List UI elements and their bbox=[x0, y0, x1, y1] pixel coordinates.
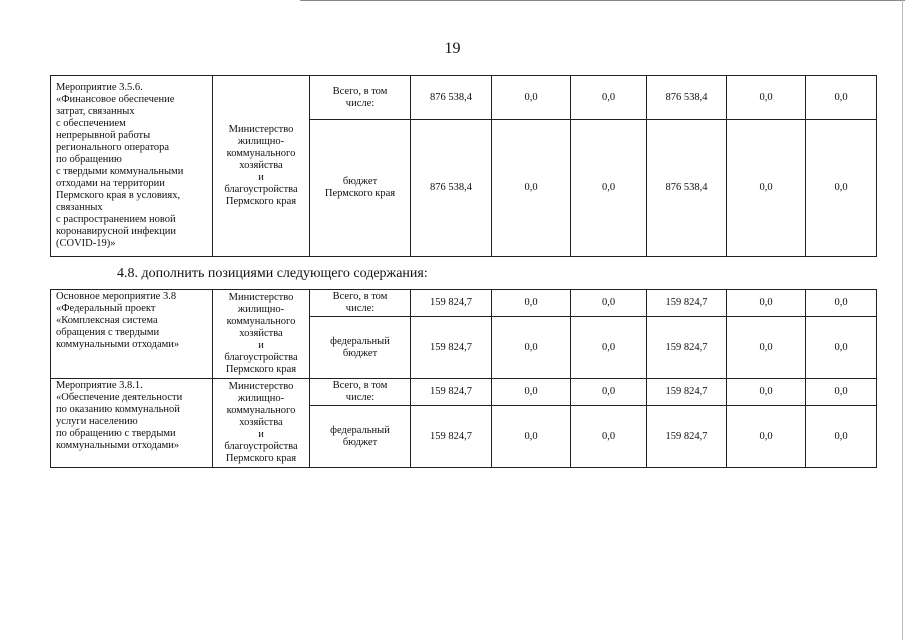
value-cell: 876 538,4 bbox=[647, 120, 727, 257]
value-cell: 0,0 bbox=[571, 379, 647, 406]
top-border-line bbox=[300, 0, 905, 1]
funding-source-cell: бюджет Пермского края bbox=[310, 120, 411, 257]
value-cell: 0,0 bbox=[492, 379, 571, 406]
funding-source-cell: федеральный бюджет bbox=[310, 317, 411, 379]
value-cell: 0,0 bbox=[806, 317, 877, 379]
value-cell: 0,0 bbox=[571, 76, 647, 120]
value-cell: 0,0 bbox=[492, 406, 571, 468]
value-cell: 0,0 bbox=[571, 317, 647, 379]
value-cell: 159 824,7 bbox=[411, 290, 492, 317]
value-cell: 159 824,7 bbox=[647, 379, 727, 406]
value-cell: 0,0 bbox=[571, 120, 647, 257]
value-cell: 159 824,7 bbox=[647, 317, 727, 379]
funding-source-cell: Всего, в том числе: bbox=[310, 379, 411, 406]
table-additions bbox=[50, 289, 877, 468]
value-cell: 0,0 bbox=[727, 406, 806, 468]
measure-name-cell: Основное мероприятие 3.8 «Федеральный проект «Комплексная система обращения с твердыми коммунальными отходами» bbox=[51, 290, 213, 379]
value-cell: 0,0 bbox=[492, 120, 571, 257]
value-cell: 0,0 bbox=[492, 317, 571, 379]
value-cell: 0,0 bbox=[571, 406, 647, 468]
ministry-cell: Министерство жилищно- коммунального хозяйства и благоустройства Пермского края bbox=[213, 76, 310, 257]
value-cell: 0,0 bbox=[571, 290, 647, 317]
value-cell: 159 824,7 bbox=[411, 317, 492, 379]
value-cell: 0,0 bbox=[806, 76, 877, 120]
value-cell: 876 538,4 bbox=[411, 120, 492, 257]
table-row bbox=[51, 290, 877, 317]
value-cell: 0,0 bbox=[806, 406, 877, 468]
value-cell: 159 824,7 bbox=[647, 290, 727, 317]
funding-source-cell: Всего, в том числе: bbox=[310, 290, 411, 317]
value-cell: 876 538,4 bbox=[411, 76, 492, 120]
value-cell: 0,0 bbox=[727, 120, 806, 257]
ministry-cell: Министерство жилищно- коммунального хозяйства и благоустройства Пермского края bbox=[213, 379, 310, 468]
value-cell: 0,0 bbox=[727, 290, 806, 317]
measure-name-cell: Мероприятие 3.8.1. «Обеспечение деятельности по оказанию коммунальной услуги населению по обращению с твердыми коммунальными отходами» bbox=[51, 379, 213, 468]
value-cell: 0,0 bbox=[727, 317, 806, 379]
right-edge-line bbox=[902, 0, 903, 640]
value-cell: 0,0 bbox=[806, 120, 877, 257]
value-cell: 159 824,7 bbox=[647, 406, 727, 468]
value-cell: 159 824,7 bbox=[411, 379, 492, 406]
value-cell: 0,0 bbox=[806, 379, 877, 406]
value-cell: 0,0 bbox=[727, 379, 806, 406]
measure-name-cell: Мероприятие 3.5.6. «Финансовое обеспечение затрат, связанных с обеспечением непрерывной работы регионального оператора по обращению с твердыми коммунальными отходами на территории Пермского края в условиях, связанных с распространением новой коронавирусной инфекции (COVID-19)» bbox=[51, 76, 213, 257]
value-cell: 0,0 bbox=[727, 76, 806, 120]
value-cell: 876 538,4 bbox=[647, 76, 727, 120]
value-cell: 159 824,7 bbox=[411, 406, 492, 468]
ministry-cell: Министерство жилищно- коммунального хозяйства и благоустройства Пермского края bbox=[213, 290, 310, 379]
value-cell: 0,0 bbox=[492, 290, 571, 317]
table-measure-3-5-6 bbox=[50, 75, 877, 257]
funding-source-cell: федеральный бюджет bbox=[310, 406, 411, 468]
funding-source-cell: Всего, в том числе: bbox=[310, 76, 411, 120]
table-row bbox=[51, 76, 877, 120]
page-number: 19 bbox=[444, 40, 461, 57]
section-heading: 4.8. дополнить позициями следующего содержания: bbox=[117, 266, 428, 281]
table-row bbox=[51, 379, 877, 406]
value-cell: 0,0 bbox=[806, 290, 877, 317]
value-cell: 0,0 bbox=[492, 76, 571, 120]
